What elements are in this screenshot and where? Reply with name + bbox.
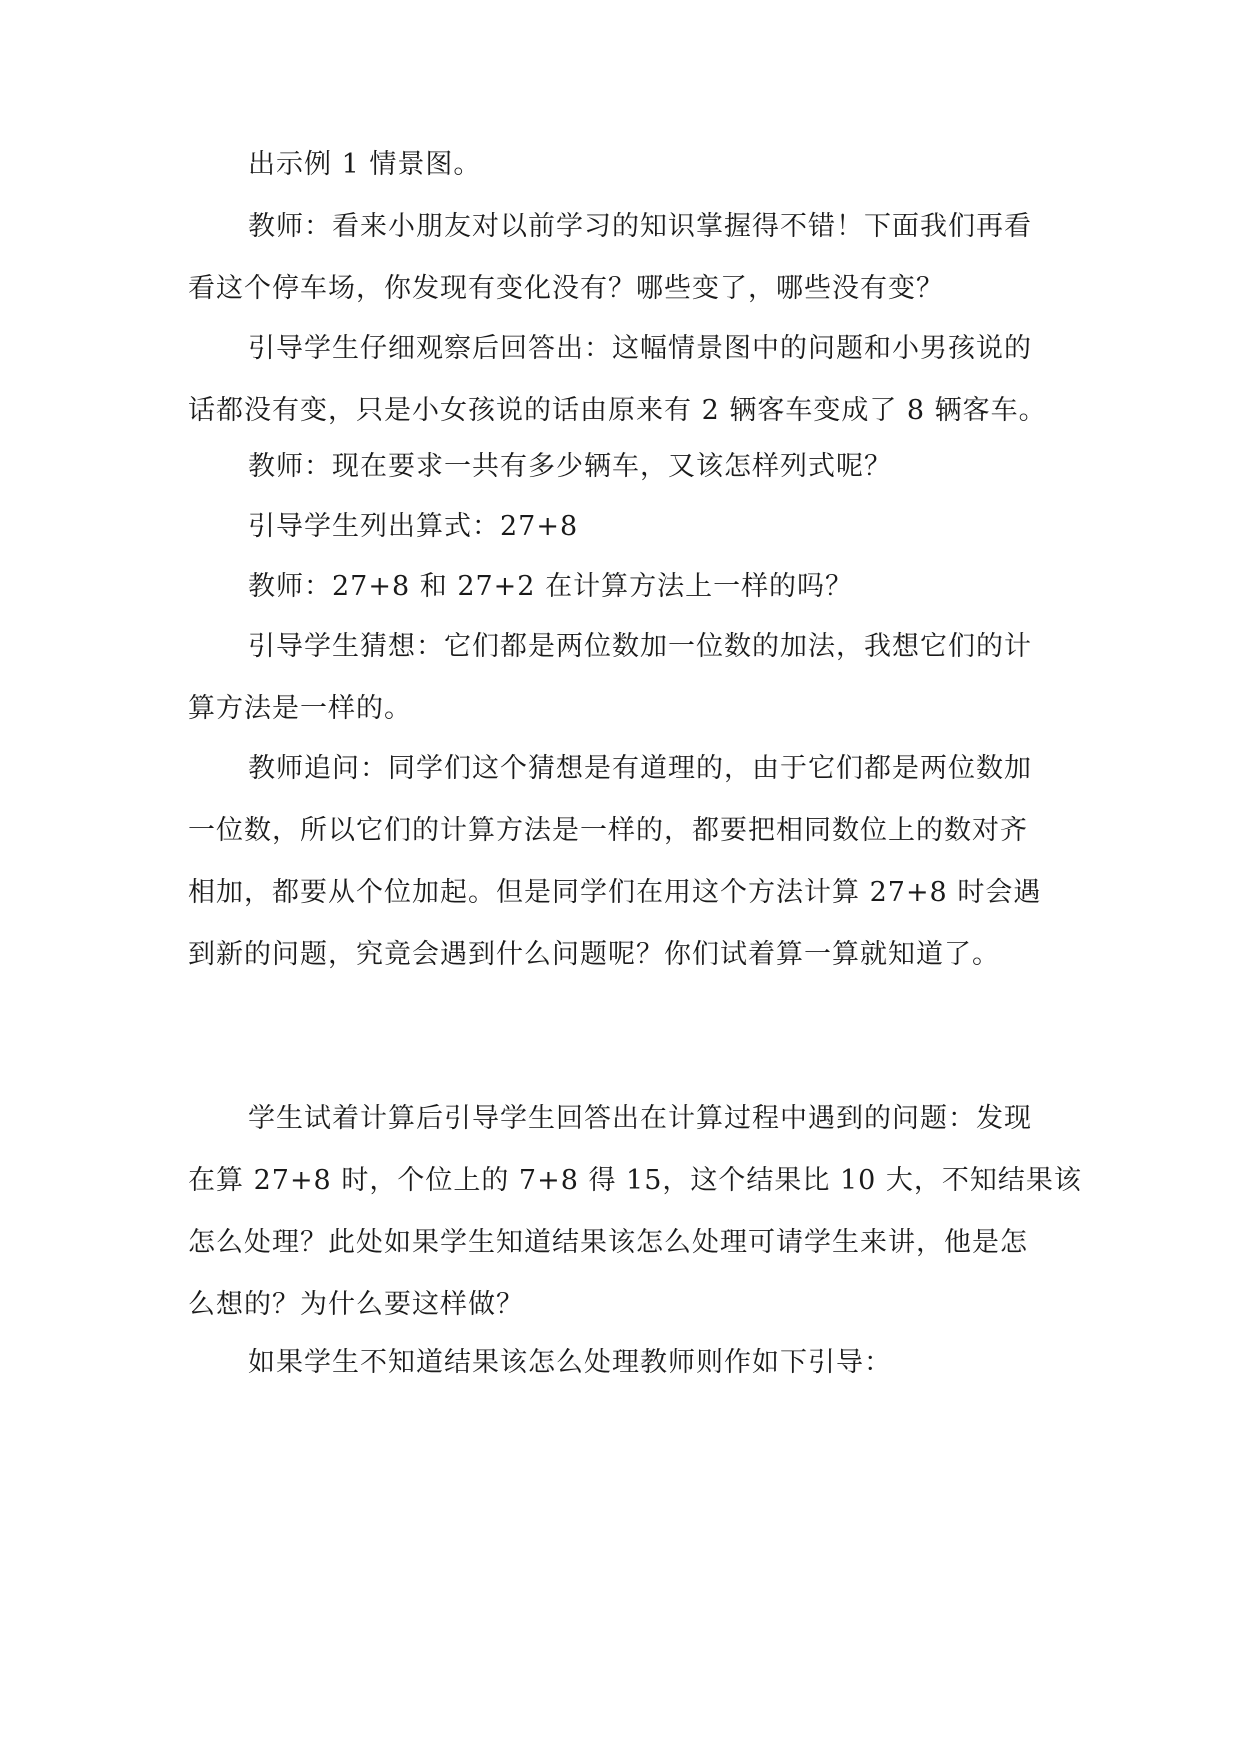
text-line: 教师：27+8 和 27+2 在计算方法上一样的吗？ <box>248 571 854 602</box>
paragraph-student-calculation <box>188 1088 1082 1336</box>
text-line: 话都没有变，只是小女孩说的话由原来有 2 辆客车变成了 8 辆客车。 <box>188 395 1047 426</box>
text-line: 教师：现在要求一共有多少辆车，又该怎样列式呢？ <box>248 451 892 482</box>
paragraph-teacher-question <box>188 436 1058 498</box>
text-line: 一位数，所以它们的计算方法是一样的，都要把相同数位上的数对齐 <box>188 815 1028 846</box>
text-line: 到新的问题，究竟会遇到什么问题呢？你们试着算一算就知道了。 <box>188 939 1000 970</box>
text-line: 教师追问：同学们这个猜想是有道理的，由于它们都是两位数加 <box>248 753 1032 784</box>
text-line: 出示例 1 情景图。 <box>248 149 482 180</box>
text-line: 引导学生仔细观察后回答出：这幅情景图中的问题和小男孩说的 <box>248 333 1032 364</box>
text-line: 在算 27+8 时，个位上的 7+8 得 15，这个结果比 10 大，不知结果该 <box>188 1165 1082 1196</box>
text-line: 如果学生不知道结果该怎么处理教师则作如下引导： <box>248 1347 892 1378</box>
paragraph-example-intro <box>188 134 1058 196</box>
text-line: 相加，都要从个位加起。但是同学们在用这个方法计算 27+8 时会遇 <box>188 877 1042 908</box>
paragraph-observe-answer <box>188 318 1058 442</box>
text-line: 引导学生列出算式：27+8 <box>248 511 579 542</box>
paragraph-teacher-guide <box>188 1332 1058 1394</box>
paragraph-student-guess <box>188 616 1058 740</box>
paragraph-teacher-compare <box>188 556 1058 618</box>
text-line: 看这个停车场，你发现有变化没有？哪些变了，哪些没有变？ <box>188 273 944 304</box>
text-line: 引导学生猜想：它们都是两位数加一位数的加法，我想它们的计 <box>248 631 1032 662</box>
text-line: 么想的？为什么要这样做？ <box>188 1289 524 1320</box>
paragraph-teacher-followup <box>188 738 1058 986</box>
text-line: 学生试着计算后引导学生回答出在计算过程中遇到的问题：发现 <box>248 1103 1032 1134</box>
text-line: 怎么处理？此处如果学生知道结果该怎么处理可请学生来讲，他是怎 <box>188 1227 1028 1258</box>
text-line: 教师：看来小朋友对以前学习的知识掌握得不错！下面我们再看 <box>248 211 1032 242</box>
text-line: 算方法是一样的。 <box>188 693 412 724</box>
paragraph-teacher-parking <box>188 196 1058 320</box>
paragraph-formula <box>188 496 1058 558</box>
